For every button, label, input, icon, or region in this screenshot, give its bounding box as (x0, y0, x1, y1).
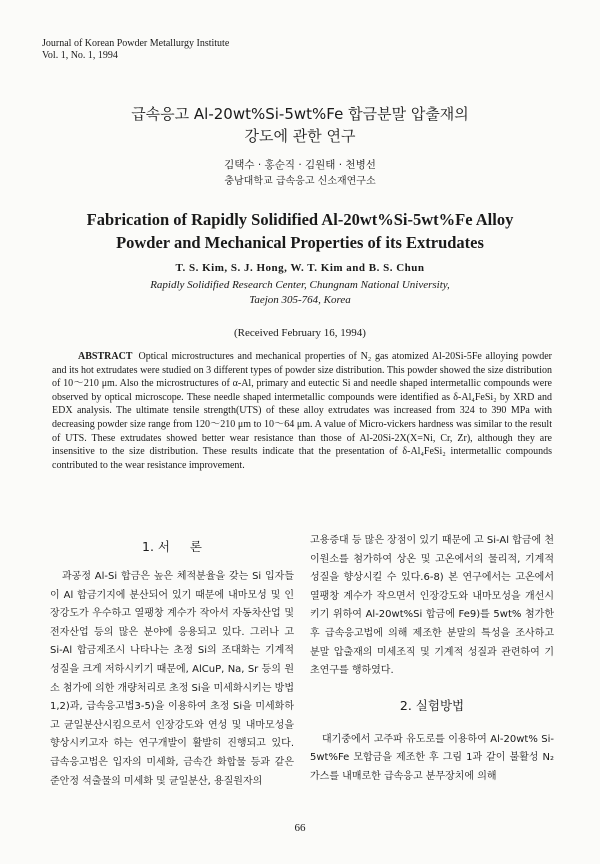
english-title-line2: Powder and Mechanical Properties of its Extrudates (116, 233, 484, 252)
page-number: 66 (294, 822, 306, 834)
korean-authors: 김택수 · 홍순직 · 김원태 · 천병선 (224, 159, 376, 171)
journal-header (42, 38, 229, 62)
english-authors: T. S. Kim, S. J. Hong, W. T. Kim and B. S. Chun (175, 262, 425, 274)
english-affiliation (0, 278, 600, 308)
section2-heading: 2. 실험방법 (399, 697, 465, 713)
english-title-line1: Fabrication of Rapidly Solidified Al-20wt%Si-5wt%Fe Alloy (86, 210, 514, 229)
journal-name: Journal of Korean Powder Metallurgy Institute (42, 38, 230, 49)
english-title (0, 208, 600, 254)
section2-paragraph: 대기중에서 고주파 유도로를 이용하여 Al-20wt% Si-5wt%Fe 모합금을 제조한 후 그림 1과 같이 불활성 N₂ 가스를 내매로한 급속응고 분무장치에 의해 (310, 733, 554, 782)
abstract-label: ABSTRACT (78, 351, 133, 362)
section1-continuation: 고용증대 등 많은 장점이 있기 때문에 고 Si-Al 합금에 천이원소를 첨가하여 상온 및 고온에서의 물리적, 기계적 성질을 향상시킬 수 있다.6-8) 본 연구에서는 고온에서 열팽창 계수가 작으면서 인장강도와 내마모성을 개선시키기 위하여 Al-20wt%Si 합금에 Fe9)를 5wt% 첨가한 후 급속응고법에 의해 제조한 분말의 특성을 조사하고 분말 압출재의 미세조직 및 기계적 성질과 관련하여 기초연구를 행하였다. (310, 535, 554, 677)
section1-paragraph: 과공정 Al-Si 합금은 높은 체적분율을 갖는 Si 입자들이 Al 합금기지에 분산되어 있기 때문에 내마모성 및 인장강도가 우수하고 열팽창 계수가 작아서 자동차산업 및 전자산업 등의 많은 분야에 응용되고 있다. 그러나 고 Si-Al 합금제조시 나타나는 초정 Si의 조대화는 기계적 성질을 크게 저하시키기 때문에, AlCuP, Na, Sr 등의 원소 첨가에 의한 개량처리로 초정 Si을 미세화시키는 방법1,2)과, 급속응고법3-5)을 이용하여 초정 Si을 미세화하고 균일분산시킴으로서 인장강도와 연성 및 내마모성을 향상시키고자 하는 연구개발이 활발히 진행되고 있다. 급속응고법은 입자의 미세화, 금속간 화합물 등과 같은 준안정 석출물의 미세화 및 균일분산, 용질원자의 (50, 571, 294, 787)
korean-affiliation: 충남대학교 급속응고 신소재연구소 (224, 176, 376, 187)
left-column (50, 532, 294, 791)
right-column (310, 532, 554, 787)
abstract-text: Optical microstructures and mechanical properties of N₂ gas atomized Al-20Si-5Fe alloying powder and its hot extrudates were studied on 3 different types of powder size distribution. This powder showed the size distribution of 10～210 μm. Also the microstructures of α-Al, primary and eutectic Si and needle shaped intermetallic compounds were observed by optical microscope. These needle shaped intermetallic compounds were identified as δ-Al₄FeSi₂ by XRD and EDX analysis. The ultimate tensile strength(UTS) of these alloy extrudates was increased from 324 to 390 MPa with decreasing powder size range from 120～210 μm to 10～64 μm. A value of Micro-vickers hardness was similar to the result of UTS. These extrudates showed better wear resistance than those of Al-20Si-2X(X=Ni, Cr, Zr), although they are insensitive to the size distribution. These results indicate that the presentation of δ-Al₄FeSi₂ intermetallic compounds contributed to the wear resistance improvement. (52, 351, 552, 471)
english-affiliation-line1: Rapidly Solidified Research Center, Chungnam National University, (150, 279, 450, 291)
abstract (52, 350, 552, 472)
korean-title (0, 103, 600, 147)
korean-title-line1: 급속응고 Al-20wt%Si-5wt%Fe 합금분말 압출재의 (131, 105, 469, 123)
journal-volume: Vol. 1, No. 1, 1994 (42, 50, 118, 61)
section1-heading: 1. 서 론 (142, 539, 202, 554)
received-date: (Received February 16, 1994) (234, 327, 366, 339)
korean-title-line2: 강도에 관한 연구 (244, 127, 356, 145)
english-affiliation-line2: Taejon 305-764, Korea (249, 294, 351, 306)
